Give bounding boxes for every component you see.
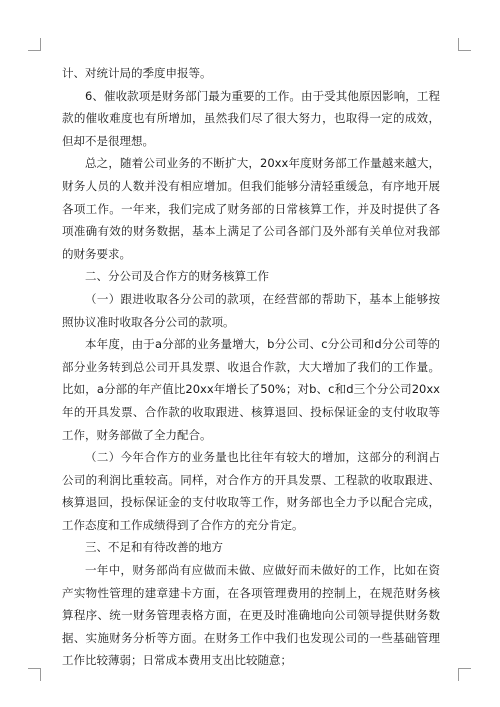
document-body [62, 62, 440, 672]
crop-mark-top-right [458, 38, 471, 51]
paragraph-continuation: 计、对统计局的季度申报等。 [62, 66, 212, 80]
paragraph-annual: 本年度，由于a分部的业务量增大，b分公司、c分公司和d分公司等的部分业务转到总公司开具发票、收退合作款，大大增加了我们的工作量。比如，a分部的年产值比20xx年增长了50%；对b、c和d三个分公司20xx年的开具发票、合作款的收取跟进、核算退回、投标保证金的支付收取等工作，财务部做了全力配合。 [62, 337, 440, 442]
paragraph-summary: 总之，随着公司业务的不断扩大，20xx年度财务部工作量越来越大，财务人员的人数并没有相应增加。但我们能够分清轻重缓急，有序地开展各项工作。一年来，我们完成了财务部的日常核算工作，并及时提供了各项准确有效的财务数据，基本上满足了公司各部门及外部有关单位对我部的财务要求。 [62, 156, 440, 261]
crop-mark-bottom-left [28, 668, 41, 681]
section-heading-3: 三、不足和有待改善的地方 [85, 540, 223, 555]
crop-mark-bottom-right [458, 668, 471, 681]
section-heading-2: 二、分公司及合作方的财务核算工作 [85, 269, 269, 284]
paragraph-collection: 6、催收款项是财务部门最为重要的工作。由于受其他原因影响，工程款的催收难度也有所增加，虽然我们尽了很大努力，也取得一定的成效，但却不是很理想。 [62, 88, 440, 148]
crop-mark-top-left [28, 38, 41, 51]
paragraph-shortcomings: 一年中，财务部尚有应做而未做、应做好而未做好的工作，比如在资产实物性管理的建章建卡方面，在各项管理费用的控制上，在规范财务核算程序、统一财务管理表格方面，在更及时准确地向公司领导提供财务数据、实施财务分析等方面。在财务工作中我们也发现公司的一些基础管理工作比较薄弱；日常成本费用支出比较随意； [62, 563, 440, 668]
paragraph-subsection-2: （二）今年合作方的业务量也比往年有较大的增加，这部分的利润占公司的利润比重较高。同样，对合作方的开具发票、工程款的收取跟进、核算退回，投标保证金的支付收取等工作，财务部也全力予以配合完成，工作态度和工作成绩得到了合作方的充分肯定。 [62, 450, 440, 532]
paragraph-subsection-1: （一）跟进收取各分公司的款项，在经营部的帮助下，基本上能够按照协议准时收取各分公司的款项。 [62, 291, 440, 329]
